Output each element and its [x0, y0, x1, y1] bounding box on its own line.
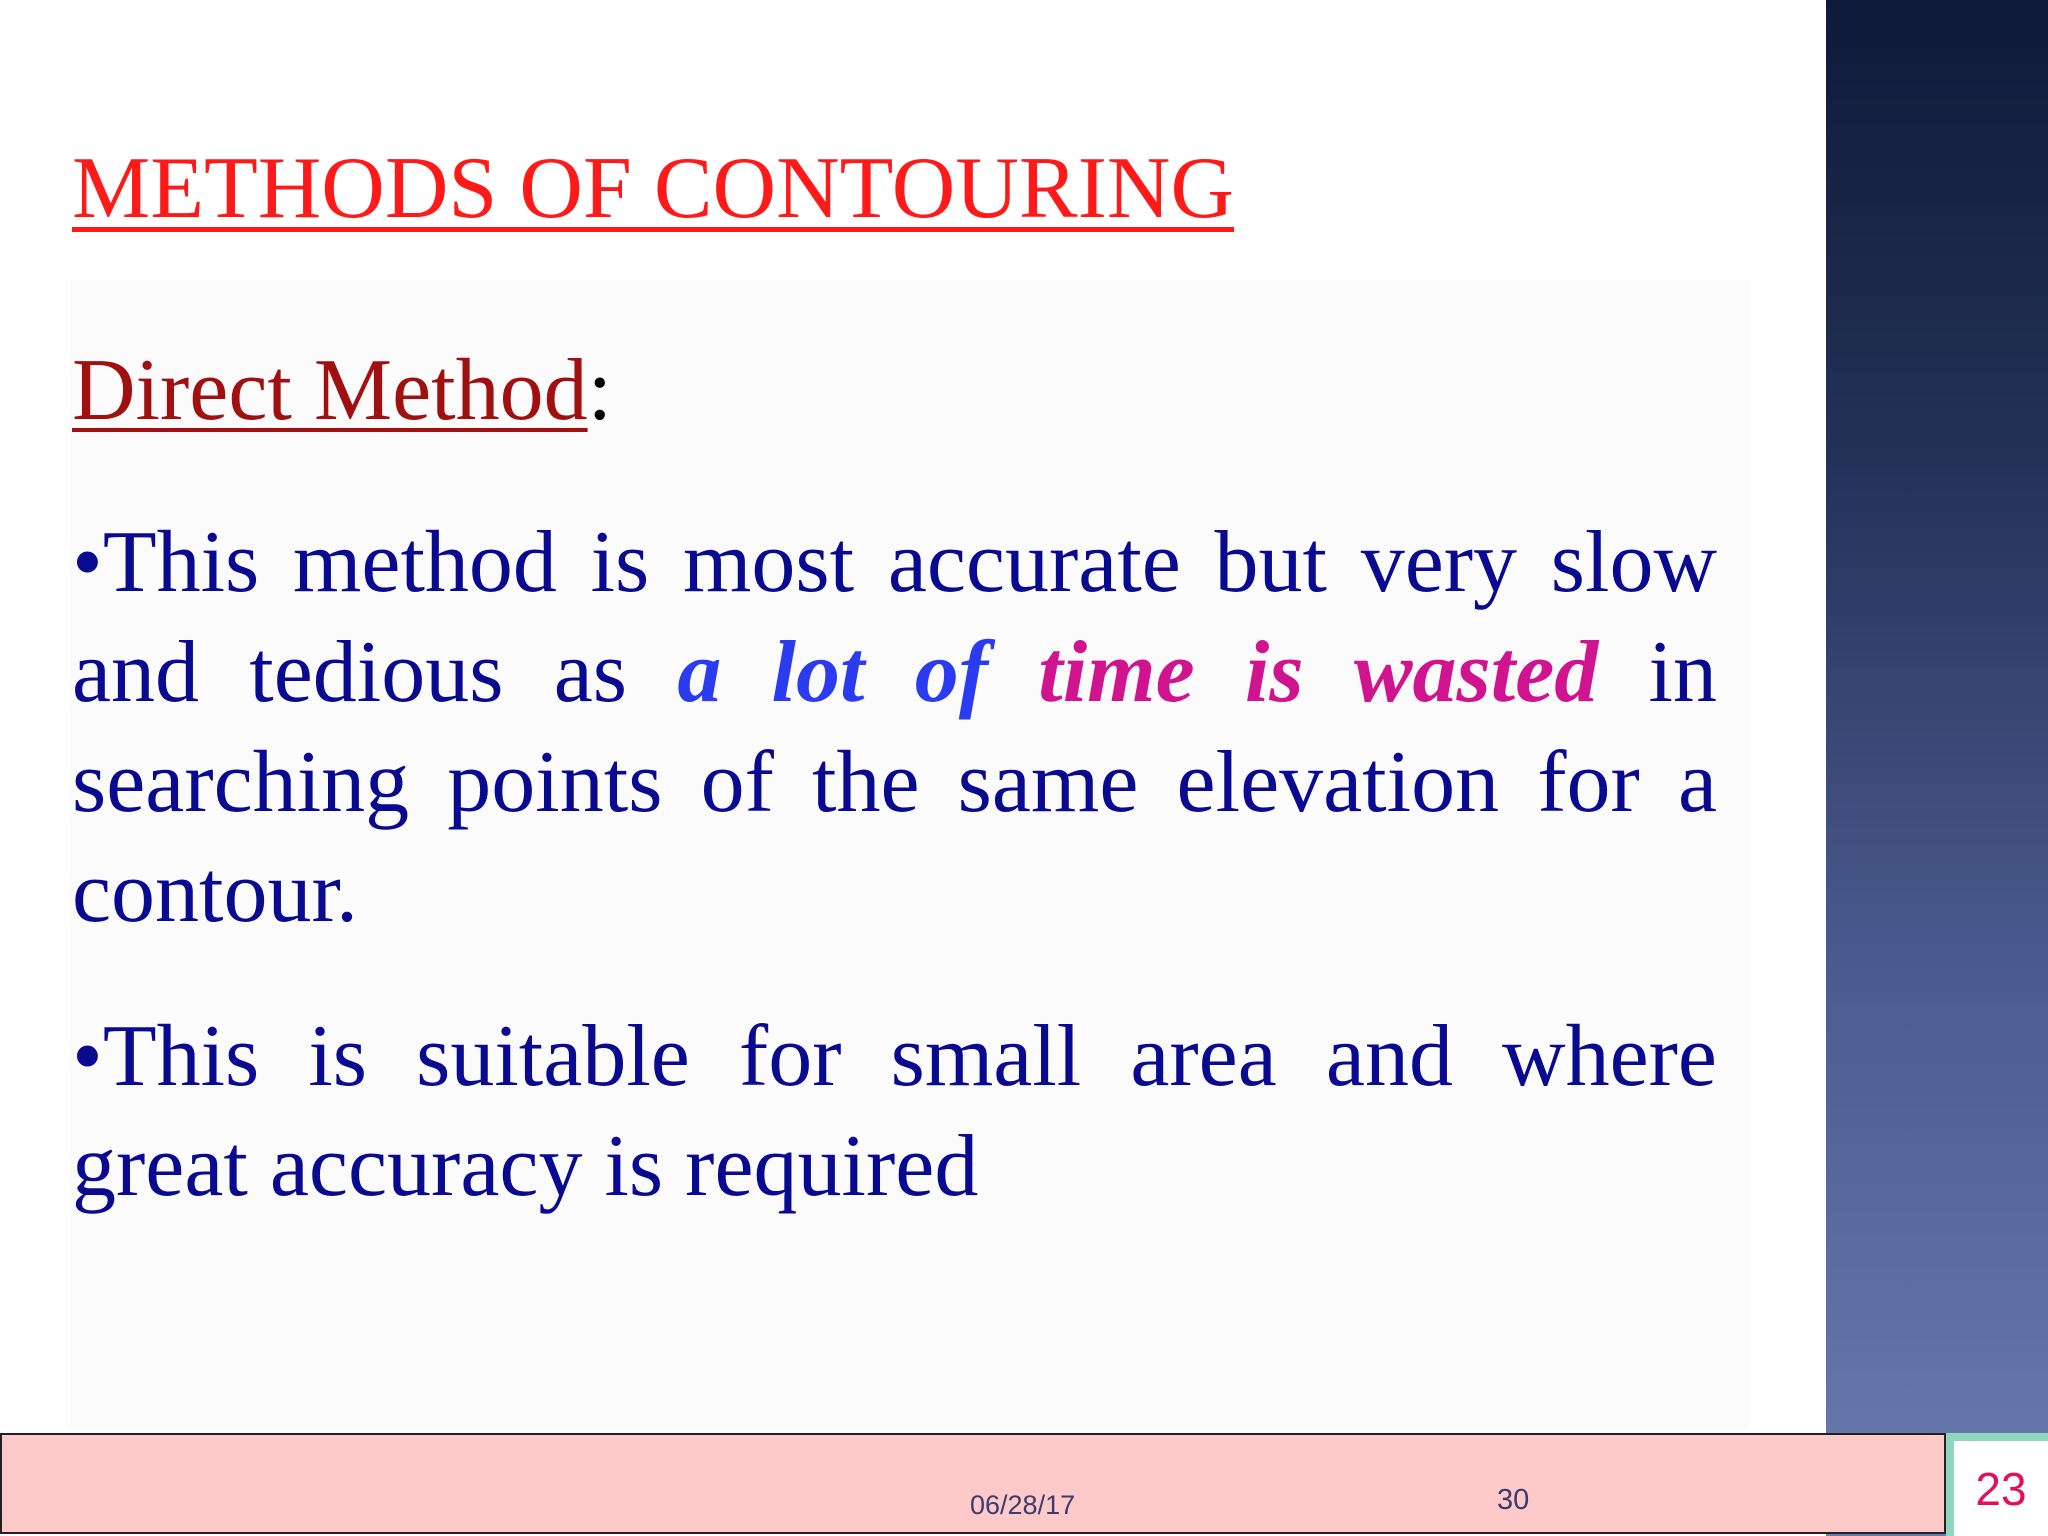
bullet-point-1	[72, 508, 1717, 948]
emphasis-blue: a lot of	[677, 624, 989, 721]
subtitle-label: Direct Method	[72, 342, 588, 439]
bullet-marker: •	[72, 514, 103, 611]
page-number: 23	[1975, 1462, 2027, 1515]
emphasis-gap	[988, 624, 1038, 721]
bullet-text: This method is most accurate but very slow and tedious as	[72, 514, 1717, 721]
slide-title: METHODS OF CONTOURING	[72, 140, 1235, 237]
bullet-text: This is suitable for small area and where great accuracy is required	[72, 1008, 1717, 1215]
page-number-badge	[1946, 1433, 2048, 1536]
bullet-marker: •	[72, 1008, 103, 1105]
side-decorative-panel	[1826, 0, 2048, 1536]
footer-date: 06/28/17	[970, 1490, 1076, 1520]
emphasis-magenta: time is wasted	[1038, 624, 1599, 721]
section-subtitle	[72, 340, 612, 441]
subtitle-colon: :	[587, 342, 613, 439]
footer-number: 30	[1497, 1484, 1530, 1516]
bullet-text-continued: in searching points of the same elevation for a contour.	[72, 624, 1718, 941]
bullet-point-2	[72, 1002, 1717, 1222]
